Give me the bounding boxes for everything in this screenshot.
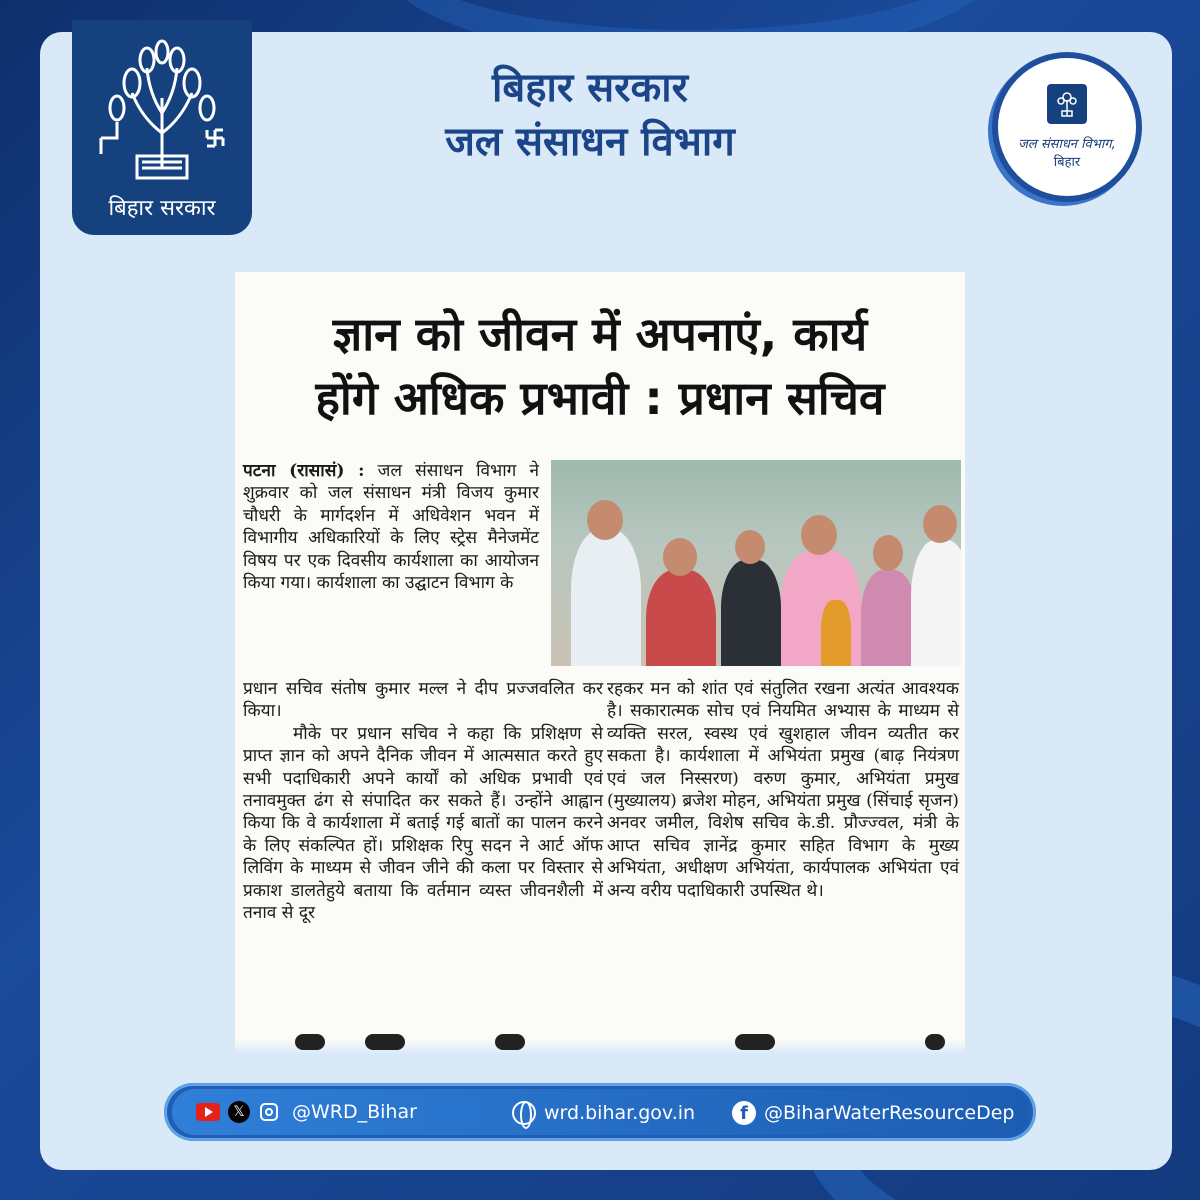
website-text[interactable]: wrd.bihar.gov.in [544, 1102, 696, 1124]
social-bar [164, 1083, 1036, 1141]
article-col2: रहकर मन को शांत एवं संतुलित रखना अत्यंत आवश्यक है। सकारात्मक सोच एवं नियमित अभ्यास के माध्यम से व्यक्ति सरल, स्वस्थ एवं खुशहाल जीवन व्यतीत कर सकता है। कार्यशाला में अभियंता प्रमुख (बाढ़ नियंत्रण एवं जल निस्सरण) वरुण कुमार, अभियंता प्रमुख (मुख्यालय) ब्रजेश मोहन, अभियंता प्रमुख (सिंचाई सृजन) अनवर जमील, विशेष सचिव के.डी. प्रौज्ज्वल, मंत्री के आप्त सचिव ज्ञानेंद्र कुमार सहित विभाग के मुख्य अभियंता, अधीक्षण अभियंता, कार्यपालक अभियंता एवं अन्य वरीय पदाधिकारी उपस्थित थे। [607, 679, 959, 901]
x-icon[interactable]: 𝕏 [228, 1101, 250, 1123]
mini-emblem-icon [1047, 84, 1087, 124]
header-title-govt: बिहार सरकार [492, 65, 688, 111]
facebook-text[interactable]: @BiharWaterResourceDep [764, 1102, 1015, 1124]
instagram-icon[interactable] [260, 1103, 278, 1121]
article-column-1-top [243, 460, 539, 594]
wrd-logo-line2: बिहार [1053, 155, 1081, 170]
youtube-icon[interactable] [196, 1103, 220, 1121]
clipping-cut-edge [235, 1030, 965, 1054]
wrd-logo-line1: जल संसाधन विभाग, [1018, 137, 1116, 152]
website-link[interactable] [512, 1101, 695, 1125]
wrd-logo [992, 52, 1142, 202]
facebook-link[interactable] [732, 1101, 1015, 1125]
article-para2: मौके पर प्रधान सचिव ने कहा कि प्रशिक्षण से प्राप्त ज्ञान को अपने दैनिक जीवन में आत्मसात करते हुए सभी पदाधिकारी अपने कार्यों को अधिक प्रभावी एवं तनावमुक्त ढंग से संपादित कर सकते हैं। उन्होंने आह्वान किया कि वे कार्यशाला में बताई गई बातों का पालन करने के लिए संकल्पित हों। प्रशिक्षक रिपु सदन ने आर्ट ऑफ लिविंग के माध्यम से जीवन जीने की कला पर विस्तार से प्रकाश डालतेहुये बताया कि वर्तमान व्यस्त जीवनशैली में तनाव से दूर [243, 723, 603, 924]
social-bar-inner [172, 1089, 1028, 1135]
article-column-2 [607, 678, 959, 902]
facebook-icon: f [732, 1101, 756, 1125]
event-photo [551, 460, 961, 666]
emblem-caption: बिहार सरकार [108, 196, 216, 221]
social-handle[interactable]: @WRD_Bihar [292, 1101, 417, 1123]
article-para1-rest: प्रधान सचिव संतोष कुमार मल्ल ने दीप प्रज्जवलित कर किया। [243, 679, 603, 722]
header-titles [380, 62, 800, 170]
header-title-department: जल संसाधन विभाग [445, 119, 735, 165]
social-handle-group[interactable] [196, 1101, 417, 1123]
article-para1-top: जल संसाधन विभाग ने शुक्रवार को जल संसाधन मंत्री विजय कुमार चौधरी के मार्गदर्शन में अधिवेशन भवन में विभागीय अधिकारियों के लिए स्ट्रेस मैनेजमेंट विषय पर एक दिवसीय कार्यशाला का आयोजन किया गया। कार्यशाला का उद्घाटन विभाग के [243, 461, 539, 594]
headline-line2: होंगे अधिक प्रभावी : प्रधान सचिव [315, 371, 885, 425]
bihar-emblem [72, 20, 252, 235]
article-column-1 [243, 678, 603, 924]
headline-line1: ज्ञान को जीवन में अपनाएं, कार्य [332, 307, 868, 361]
bodhi-tree-icon [87, 38, 237, 188]
newspaper-clipping [235, 272, 965, 1054]
globe-icon [512, 1101, 536, 1125]
article-headline [235, 302, 965, 430]
article-dateline: पटना (रासासं) : [243, 461, 365, 481]
